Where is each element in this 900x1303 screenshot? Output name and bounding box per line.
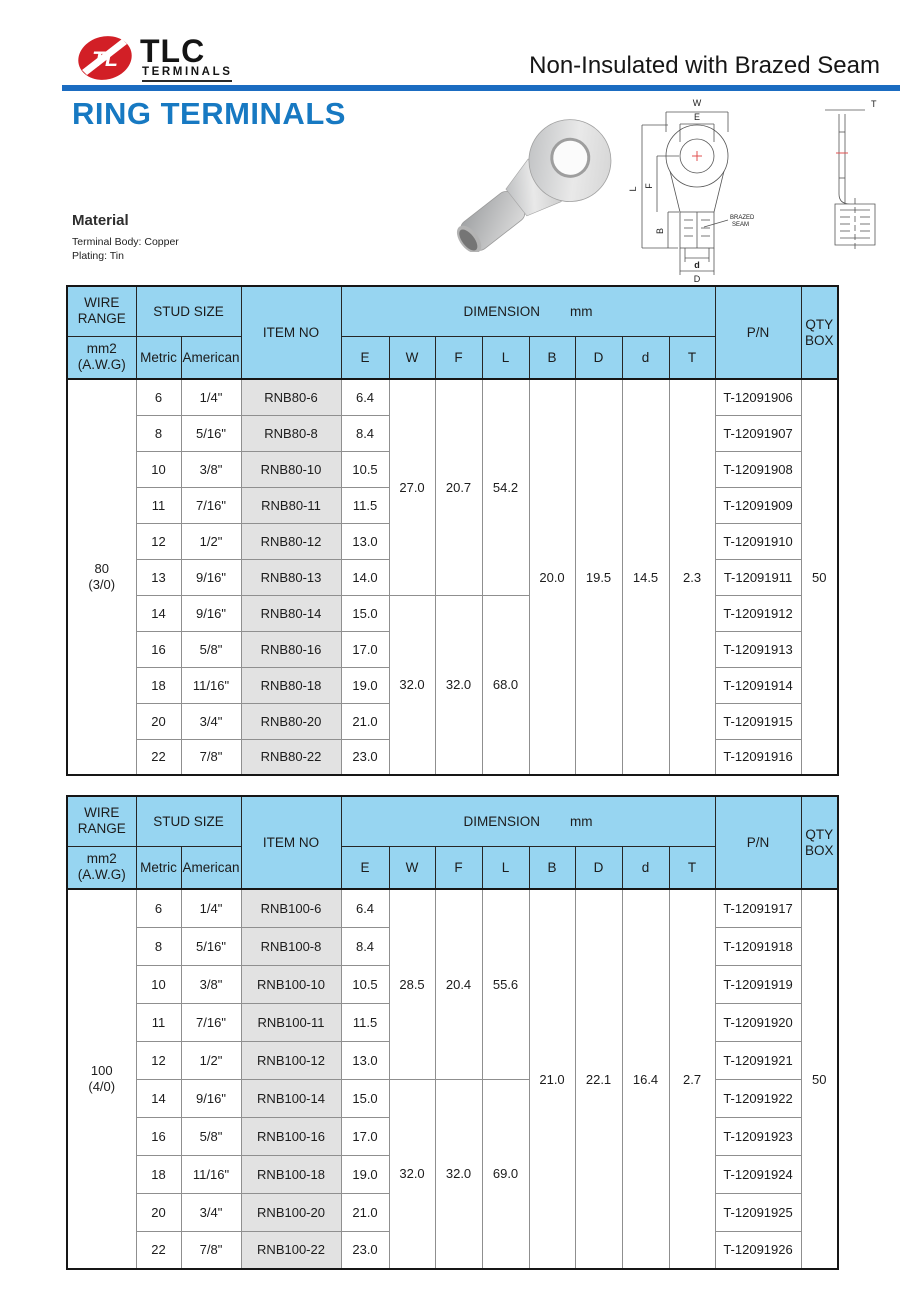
brand-monogram: TL	[92, 48, 118, 71]
cell-dim-d-big: 19.5	[575, 379, 622, 775]
wire-unit-label-2: (A.W.G)	[77, 357, 126, 373]
cell-american: 3/8"	[181, 451, 241, 487]
col-header-dim-d-small: d	[622, 846, 669, 889]
qty-label-2: BOX	[805, 332, 834, 348]
cell-item-no: RNB100-8	[241, 927, 341, 965]
cell-metric: 6	[136, 379, 181, 415]
cell-dim-l-group1: 55.6	[482, 889, 529, 1079]
dim-label-f: F	[644, 183, 654, 189]
cell-item-no: RNB80-12	[241, 523, 341, 559]
cell-dim-e: 23.0	[341, 739, 389, 775]
cell-pn: T-12091920	[715, 1003, 801, 1041]
dimension-unit: mm	[570, 813, 593, 829]
cell-item-no: RNB100-14	[241, 1079, 341, 1117]
cell-dim-f-group1: 20.7	[435, 379, 482, 595]
qty-label-1: QTY	[805, 316, 834, 332]
table-row	[67, 595, 838, 631]
table-row	[67, 1079, 838, 1117]
qty-label-2: BOX	[805, 842, 834, 858]
qty-label-1: QTY	[805, 826, 834, 842]
col-header-wire-range	[67, 286, 136, 336]
col-header-dim-b: B	[529, 336, 575, 379]
wire-unit-label-2: (A.W.G)	[77, 867, 126, 883]
cell-dim-e: 23.0	[341, 1231, 389, 1269]
col-header-dim-e: E	[341, 846, 389, 889]
dim-label-d-small: d	[694, 260, 700, 270]
dim-label-w: W	[692, 98, 702, 108]
cell-dim-b: 20.0	[529, 379, 575, 775]
cell-pn: T-12091913	[715, 631, 801, 667]
cell-metric: 22	[136, 1231, 181, 1269]
cell-item-no: RNB100-11	[241, 1003, 341, 1041]
cell-dim-f-group2: 32.0	[435, 595, 482, 775]
col-header-wire-unit	[67, 846, 136, 889]
cell-item-no: RNB100-16	[241, 1117, 341, 1155]
cell-american: 7/16"	[181, 487, 241, 523]
cell-dim-e: 17.0	[341, 631, 389, 667]
cell-dim-f-group2: 32.0	[435, 1079, 482, 1269]
wire-range-label-2: RANGE	[77, 821, 126, 837]
col-header-metric: Metric	[136, 846, 181, 889]
cell-dim-e: 6.4	[341, 379, 389, 415]
col-header-dim-l: L	[482, 336, 529, 379]
col-header-dimension	[341, 286, 715, 336]
cell-pn: T-12091915	[715, 703, 801, 739]
cell-dim-e: 15.0	[341, 1079, 389, 1117]
cell-american: 3/8"	[181, 965, 241, 1003]
product-photo	[452, 112, 632, 252]
col-header-pn: P/N	[715, 796, 801, 889]
cell-dim-w-group1: 28.5	[389, 889, 435, 1079]
cell-american: 5/16"	[181, 415, 241, 451]
col-header-wire-unit	[67, 336, 136, 379]
brand-logo-icon	[76, 32, 134, 84]
col-header-american: American	[181, 846, 241, 889]
cell-dim-l-group1: 54.2	[482, 379, 529, 595]
col-header-dim-b: B	[529, 846, 575, 889]
cell-wire-range	[67, 889, 136, 1269]
cell-item-no: RNB100-18	[241, 1155, 341, 1193]
cell-metric: 20	[136, 703, 181, 739]
cell-metric: 18	[136, 1155, 181, 1193]
technical-diagram	[622, 90, 900, 285]
cell-dim-e: 11.5	[341, 1003, 389, 1041]
brazed-seam-note-1: BRAZED	[730, 215, 755, 221]
col-header-dim-d-big: D	[575, 846, 622, 889]
cell-metric: 16	[136, 1117, 181, 1155]
col-header-item-no: ITEM NO	[241, 286, 341, 379]
cell-metric: 8	[136, 927, 181, 965]
col-header-dim-w: W	[389, 336, 435, 379]
cell-pn: T-12091910	[715, 523, 801, 559]
wire-unit-label-1: mm2	[86, 851, 117, 867]
cell-item-no: RNB80-18	[241, 667, 341, 703]
cell-item-no: RNB80-22	[241, 739, 341, 775]
cell-dim-e: 11.5	[341, 487, 389, 523]
cell-dim-e: 21.0	[341, 703, 389, 739]
cell-american: 9/16"	[181, 559, 241, 595]
cell-dim-e: 19.0	[341, 1155, 389, 1193]
material-heading: Material	[72, 212, 129, 229]
cell-pn: T-12091917	[715, 889, 801, 927]
col-header-wire-range	[67, 796, 136, 846]
cell-item-no: RNB100-10	[241, 965, 341, 1003]
cell-dim-e: 21.0	[341, 1193, 389, 1231]
col-header-dim-l: L	[482, 846, 529, 889]
cell-pn: T-12091909	[715, 487, 801, 523]
cell-american: 11/16"	[181, 667, 241, 703]
cell-pn: T-12091921	[715, 1041, 801, 1079]
col-header-dim-d-small: d	[622, 336, 669, 379]
table-row	[67, 889, 838, 927]
cell-metric: 14	[136, 595, 181, 631]
wire-range-value: 100	[90, 1063, 113, 1078]
cell-american: 3/4"	[181, 1193, 241, 1231]
cell-american: 5/8"	[181, 1117, 241, 1155]
spec-table-100	[66, 795, 839, 1270]
cell-american: 1/4"	[181, 379, 241, 415]
cell-dim-e: 13.0	[341, 523, 389, 559]
cell-metric: 20	[136, 1193, 181, 1231]
col-header-qty-box	[801, 286, 838, 379]
cell-item-no: RNB80-11	[241, 487, 341, 523]
material-plating: Plating: Tin	[72, 250, 124, 262]
col-header-dim-t: T	[669, 336, 715, 379]
cell-pn: T-12091925	[715, 1193, 801, 1231]
material-body: Terminal Body: Copper	[72, 236, 179, 248]
wire-range-value: 80	[94, 561, 109, 576]
cell-pn: T-12091908	[715, 451, 801, 487]
material-section	[72, 212, 179, 263]
col-header-stud-size: STUD SIZE	[136, 796, 241, 846]
cell-item-no: RNB80-8	[241, 415, 341, 451]
cell-pn: T-12091923	[715, 1117, 801, 1155]
cell-dim-w-group1: 27.0	[389, 379, 435, 595]
cell-pn: T-12091926	[715, 1231, 801, 1269]
cell-item-no: RNB100-22	[241, 1231, 341, 1269]
cell-metric: 22	[136, 739, 181, 775]
cell-metric: 8	[136, 415, 181, 451]
cell-dim-d-small: 16.4	[622, 889, 669, 1269]
col-header-metric: Metric	[136, 336, 181, 379]
cell-pn: T-12091916	[715, 739, 801, 775]
cell-metric: 10	[136, 965, 181, 1003]
cell-american: 5/16"	[181, 927, 241, 965]
cell-item-no: RNB80-16	[241, 631, 341, 667]
dim-label-b: B	[655, 227, 665, 235]
cell-pn: T-12091922	[715, 1079, 801, 1117]
col-header-dim-d-big: D	[575, 336, 622, 379]
cell-metric: 16	[136, 631, 181, 667]
cell-american: 1/2"	[181, 523, 241, 559]
cell-pn: T-12091918	[715, 927, 801, 965]
cell-american: 1/4"	[181, 889, 241, 927]
col-header-dim-w: W	[389, 846, 435, 889]
cell-dim-l-group2: 68.0	[482, 595, 529, 775]
cell-pn: T-12091906	[715, 379, 801, 415]
cell-dim-t: 2.7	[669, 889, 715, 1269]
series-subtitle: Non-Insulated with Brazed Seam	[529, 52, 880, 79]
cell-pn: T-12091912	[715, 595, 801, 631]
cell-item-no: RNB100-20	[241, 1193, 341, 1231]
col-header-dim-f: F	[435, 846, 482, 889]
cell-dim-b: 21.0	[529, 889, 575, 1269]
cell-metric: 11	[136, 487, 181, 523]
col-header-dim-f: F	[435, 336, 482, 379]
spec-table-80	[66, 285, 839, 776]
wire-range-awg: (3/0)	[88, 577, 116, 592]
wire-range-label-1: WIRE	[84, 295, 120, 311]
cell-dim-e: 13.0	[341, 1041, 389, 1079]
col-header-dim-t: T	[669, 846, 715, 889]
cell-dim-e: 10.5	[341, 965, 389, 1003]
cell-metric: 18	[136, 667, 181, 703]
cell-dim-e: 8.4	[341, 415, 389, 451]
cell-dim-w-group2: 32.0	[389, 1079, 435, 1269]
cell-dim-d-big: 22.1	[575, 889, 622, 1269]
cell-item-no: RNB100-6	[241, 889, 341, 927]
cell-dim-l-group2: 69.0	[482, 1079, 529, 1269]
cell-american: 1/2"	[181, 1041, 241, 1079]
cell-item-no: RNB80-6	[241, 379, 341, 415]
cell-dim-e: 10.5	[341, 451, 389, 487]
wire-range-label-2: RANGE	[77, 311, 126, 327]
cell-qty: 50	[801, 889, 838, 1269]
brand-name: TLC	[140, 33, 206, 69]
cell-item-no: RNB80-14	[241, 595, 341, 631]
cell-qty: 50	[801, 379, 838, 775]
dim-label-l: L	[628, 186, 638, 192]
cell-dim-e: 19.0	[341, 667, 389, 703]
cell-item-no: RNB80-13	[241, 559, 341, 595]
brazed-seam-note-2: SEAM	[732, 222, 750, 228]
cell-metric: 14	[136, 1079, 181, 1117]
col-header-qty-box	[801, 796, 838, 889]
cell-wire-range	[67, 379, 136, 775]
cell-dim-t: 2.3	[669, 379, 715, 775]
cell-metric: 12	[136, 1041, 181, 1079]
cell-dim-e: 14.0	[341, 559, 389, 595]
cell-dim-d-small: 14.5	[622, 379, 669, 775]
cell-dim-e: 15.0	[341, 595, 389, 631]
page-title: RING TERMINALS	[72, 96, 346, 131]
dimension-label: DIMENSION	[463, 813, 541, 829]
cell-pn: T-12091911	[715, 559, 801, 595]
col-header-stud-size: STUD SIZE	[136, 286, 241, 336]
cell-dim-e: 17.0	[341, 1117, 389, 1155]
cell-american: 7/8"	[181, 739, 241, 775]
cell-dim-w-group2: 32.0	[389, 595, 435, 775]
dimension-unit: mm	[570, 303, 593, 319]
cell-metric: 10	[136, 451, 181, 487]
col-header-item-no: ITEM NO	[241, 796, 341, 889]
dim-label-e: E	[693, 112, 701, 122]
cell-american: 11/16"	[181, 1155, 241, 1193]
wire-range-label-1: WIRE	[84, 805, 120, 821]
cell-metric: 6	[136, 889, 181, 927]
cell-dim-e: 8.4	[341, 927, 389, 965]
cell-pn: T-12091924	[715, 1155, 801, 1193]
cell-item-no: RNB80-20	[241, 703, 341, 739]
cell-metric: 11	[136, 1003, 181, 1041]
cell-dim-e: 6.4	[341, 889, 389, 927]
table-row	[67, 379, 838, 415]
cell-pn: T-12091919	[715, 965, 801, 1003]
cell-item-no: RNB80-10	[241, 451, 341, 487]
cell-american: 3/4"	[181, 703, 241, 739]
dimension-label: DIMENSION	[463, 303, 541, 319]
cell-american: 9/16"	[181, 595, 241, 631]
cell-pn: T-12091914	[715, 667, 801, 703]
dim-label-t: T	[871, 99, 877, 109]
brand-subname: TERMINALS	[142, 66, 232, 82]
col-header-american: American	[181, 336, 241, 379]
wire-unit-label-1: mm2	[86, 341, 117, 357]
cell-pn: T-12091907	[715, 415, 801, 451]
col-header-pn: P/N	[715, 286, 801, 379]
wire-range-awg: (4/0)	[88, 1079, 116, 1094]
cell-american: 7/16"	[181, 1003, 241, 1041]
cell-metric: 13	[136, 559, 181, 595]
cell-american: 7/8"	[181, 1231, 241, 1269]
cell-american: 5/8"	[181, 631, 241, 667]
cell-metric: 12	[136, 523, 181, 559]
col-header-dim-e: E	[341, 336, 389, 379]
cell-american: 9/16"	[181, 1079, 241, 1117]
cell-item-no: RNB100-12	[241, 1041, 341, 1079]
col-header-dimension	[341, 796, 715, 846]
dim-label-d-big: D	[693, 274, 701, 284]
cell-dim-f-group1: 20.4	[435, 889, 482, 1079]
